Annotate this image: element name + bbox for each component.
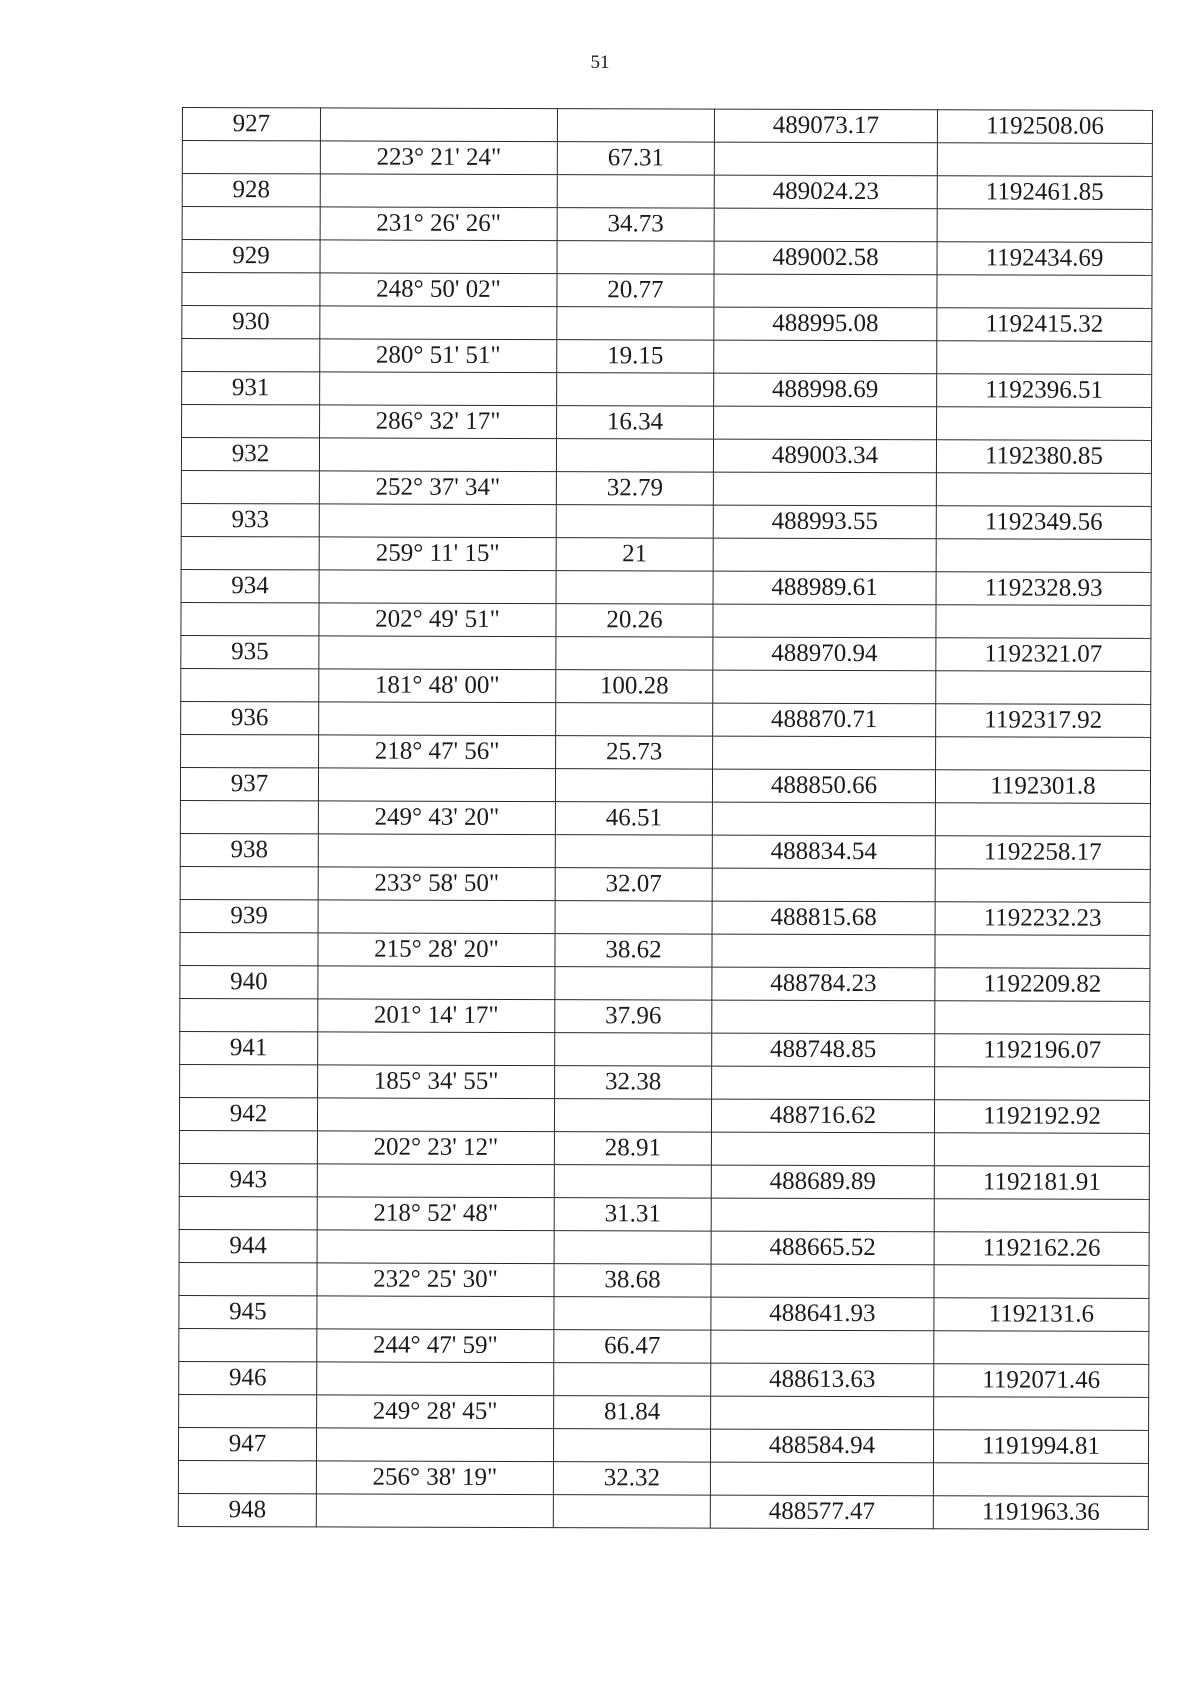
empty-cell [182, 339, 320, 372]
empty-cell [320, 108, 557, 142]
survey-coordinates-table [178, 107, 1153, 1530]
empty-cell [555, 835, 712, 868]
northing-cell: 488989.61 [713, 571, 936, 605]
empty-cell [713, 736, 936, 770]
northing-cell: 488584.94 [710, 1429, 933, 1463]
leg-row [180, 998, 1150, 1034]
bearing-cell: 252° 37' 34" [319, 471, 556, 505]
empty-cell [711, 1198, 934, 1232]
empty-cell [714, 406, 937, 440]
empty-cell [712, 934, 935, 968]
point-id-cell: 935 [181, 635, 319, 668]
empty-cell [934, 1265, 1149, 1299]
empty-cell [180, 866, 318, 899]
bearing-cell: 181° 48' 00" [319, 669, 556, 703]
leg-row [181, 734, 1151, 770]
empty-cell [935, 1067, 1150, 1101]
point-row [182, 306, 1152, 342]
empty-cell [554, 1363, 711, 1396]
empty-cell [317, 1164, 554, 1198]
empty-cell [556, 571, 713, 604]
empty-cell [712, 1066, 935, 1100]
empty-cell [320, 240, 557, 274]
empty-cell [319, 636, 556, 670]
bearing-cell: 233° 58' 50" [318, 867, 555, 901]
point-id-cell: 936 [181, 701, 319, 734]
easting-cell: 1192317.92 [936, 704, 1151, 738]
easting-cell: 1192131.6 [934, 1298, 1149, 1332]
point-row [182, 372, 1152, 408]
leg-row [179, 1394, 1149, 1430]
bearing-cell: 244° 47' 59" [317, 1329, 554, 1363]
empty-cell [937, 143, 1152, 177]
leg-row [179, 1196, 1149, 1232]
easting-cell: 1192415.32 [937, 308, 1152, 342]
point-id-cell: 927 [182, 108, 320, 141]
empty-cell [182, 273, 320, 306]
leg-row [182, 405, 1152, 441]
easting-cell: 1192071.46 [934, 1364, 1149, 1398]
empty-cell [178, 1460, 316, 1493]
empty-cell [554, 1165, 711, 1198]
easting-cell: 1192508.06 [937, 110, 1152, 144]
empty-cell [320, 372, 557, 406]
bearing-cell: 218° 47' 56" [319, 735, 556, 769]
empty-cell [182, 405, 320, 438]
distance-cell: 34.73 [557, 208, 714, 241]
empty-cell [181, 668, 319, 701]
point-id-cell: 946 [179, 1361, 317, 1394]
empty-cell [317, 1230, 554, 1264]
empty-cell [179, 1328, 317, 1361]
empty-cell [557, 175, 714, 208]
empty-cell [937, 341, 1152, 375]
northing-cell: 488613.63 [711, 1363, 934, 1397]
point-row [180, 965, 1150, 1001]
empty-cell [934, 1331, 1149, 1365]
empty-cell [936, 605, 1151, 639]
empty-cell [556, 439, 713, 472]
northing-cell: 488748.85 [712, 1033, 935, 1067]
empty-cell [714, 340, 937, 374]
empty-cell [935, 1001, 1150, 1035]
empty-cell [712, 868, 935, 902]
bearing-cell: 202° 23' 12" [317, 1131, 554, 1165]
empty-cell [318, 834, 555, 868]
bearing-cell: 202° 49' 51" [319, 603, 556, 637]
empty-cell [181, 734, 319, 767]
point-id-cell: 928 [182, 174, 320, 207]
empty-cell [713, 604, 936, 638]
empty-cell [318, 768, 555, 802]
point-row [180, 899, 1150, 935]
empty-cell [555, 967, 712, 1000]
northing-cell: 488641.93 [711, 1297, 934, 1331]
bearing-cell: 259° 11' 15" [319, 537, 556, 571]
easting-cell: 1192209.82 [935, 968, 1150, 1002]
point-row [180, 1031, 1150, 1067]
point-row [182, 174, 1152, 210]
empty-cell [317, 1362, 554, 1396]
bearing-cell: 223° 21' 24" [320, 141, 557, 175]
point-id-cell: 929 [182, 240, 320, 273]
empty-cell [554, 1099, 711, 1132]
empty-cell [555, 1033, 712, 1066]
northing-cell: 488870.71 [713, 703, 936, 737]
point-row [180, 767, 1150, 803]
point-row [179, 1097, 1149, 1133]
point-id-cell: 934 [181, 569, 319, 602]
leg-row [180, 932, 1150, 968]
empty-cell [553, 1429, 710, 1462]
bearing-cell: 280° 51' 51" [320, 339, 557, 373]
point-id-cell: 933 [181, 503, 319, 536]
northing-cell: 488784.23 [712, 967, 935, 1001]
easting-cell: 1192181.91 [934, 1166, 1149, 1200]
leg-row [179, 1328, 1149, 1364]
empty-cell [714, 142, 937, 176]
point-row [181, 635, 1151, 671]
empty-cell [320, 174, 557, 208]
leg-row [182, 273, 1152, 309]
distance-cell: 38.68 [554, 1264, 711, 1297]
distance-cell: 81.84 [554, 1396, 711, 1429]
leg-row [180, 866, 1150, 902]
empty-cell [179, 1130, 317, 1163]
empty-cell [179, 1262, 317, 1295]
empty-cell [936, 737, 1151, 771]
leg-row [179, 1262, 1149, 1298]
point-row [182, 240, 1152, 276]
easting-cell: 1192434.69 [937, 242, 1152, 276]
point-id-cell: 942 [179, 1097, 317, 1130]
point-id-cell: 945 [179, 1295, 317, 1328]
page-number: 51 [590, 52, 610, 73]
empty-cell [933, 1463, 1148, 1497]
point-row [181, 503, 1151, 539]
distance-cell: 20.26 [556, 604, 713, 637]
empty-cell [555, 901, 712, 934]
empty-cell [316, 1428, 553, 1462]
leg-row [178, 1460, 1148, 1496]
bearing-cell: 232° 25' 30" [317, 1263, 554, 1297]
northing-cell: 488834.54 [712, 835, 935, 869]
empty-cell [318, 966, 555, 1000]
empty-cell [319, 570, 556, 604]
leg-row [180, 1064, 1150, 1100]
empty-cell [934, 1199, 1149, 1233]
empty-cell [316, 1494, 553, 1528]
point-id-cell: 948 [178, 1493, 316, 1526]
leg-row [181, 470, 1151, 506]
distance-cell: 66.47 [554, 1330, 711, 1363]
northing-cell: 488970.94 [713, 637, 936, 671]
empty-cell [553, 1495, 710, 1528]
survey-table-body [178, 108, 1152, 1530]
empty-cell [712, 1000, 935, 1034]
distance-cell: 20.77 [557, 274, 714, 307]
empty-cell [936, 473, 1151, 507]
empty-cell [180, 1064, 318, 1097]
point-id-cell: 940 [180, 965, 318, 998]
empty-cell [557, 373, 714, 406]
northing-cell: 489003.34 [713, 439, 936, 473]
leg-row [182, 339, 1152, 375]
easting-cell: 1192349.56 [936, 506, 1151, 540]
easting-cell: 1192162.26 [934, 1232, 1149, 1266]
empty-cell [318, 900, 555, 934]
bearing-cell: 201° 14' 17" [318, 999, 555, 1033]
empty-cell [182, 207, 320, 240]
empty-cell [317, 1296, 554, 1330]
empty-cell [713, 538, 936, 572]
empty-cell [936, 671, 1151, 705]
easting-cell: 1192380.85 [936, 440, 1151, 474]
empty-cell [557, 109, 714, 142]
empty-cell [712, 802, 935, 836]
distance-cell: 16.34 [557, 406, 714, 439]
point-row [178, 1493, 1148, 1529]
empty-cell [937, 275, 1152, 309]
bearing-cell: 249° 43' 20" [318, 801, 555, 835]
point-id-cell: 937 [180, 767, 318, 800]
point-row [181, 438, 1151, 474]
empty-cell [711, 1330, 934, 1364]
empty-cell [714, 274, 937, 308]
northing-cell: 488689.89 [711, 1165, 934, 1199]
empty-cell [711, 1264, 934, 1298]
leg-row [182, 141, 1152, 177]
distance-cell: 32.38 [555, 1066, 712, 1099]
point-row [182, 108, 1152, 144]
empty-cell [555, 769, 712, 802]
point-row [179, 1229, 1149, 1265]
point-id-cell: 930 [182, 306, 320, 339]
easting-cell: 1192321.07 [936, 638, 1151, 672]
empty-cell [937, 209, 1152, 243]
point-row [180, 833, 1150, 869]
leg-row [180, 800, 1150, 836]
survey-table-container [178, 107, 1153, 1530]
easting-cell: 1191963.36 [933, 1496, 1148, 1530]
leg-row [181, 668, 1151, 704]
empty-cell [713, 472, 936, 506]
point-id-cell: 947 [178, 1427, 316, 1460]
point-row [181, 569, 1151, 605]
northing-cell: 489002.58 [714, 241, 937, 275]
distance-cell: 100.28 [556, 670, 713, 703]
easting-cell: 1192396.51 [937, 374, 1152, 408]
empty-cell [936, 539, 1151, 573]
empty-cell [181, 602, 319, 635]
empty-cell [556, 505, 713, 538]
bearing-cell: 249° 28' 45" [317, 1395, 554, 1429]
easting-cell: 1191994.81 [933, 1430, 1148, 1464]
northing-cell: 488993.55 [713, 505, 936, 539]
point-id-cell: 941 [180, 1031, 318, 1064]
empty-cell [182, 141, 320, 174]
easting-cell: 1192258.17 [935, 836, 1150, 870]
empty-cell [180, 932, 318, 965]
empty-cell [711, 1396, 934, 1430]
bearing-cell: 218° 52' 48" [317, 1197, 554, 1231]
empty-cell [714, 208, 937, 242]
empty-cell [319, 438, 556, 472]
empty-cell [557, 241, 714, 274]
distance-cell: 25.73 [556, 736, 713, 769]
distance-cell: 32.79 [556, 472, 713, 505]
distance-cell: 32.32 [553, 1462, 710, 1495]
leg-row [181, 602, 1151, 638]
empty-cell [713, 670, 936, 704]
point-id-cell: 931 [182, 372, 320, 405]
empty-cell [556, 703, 713, 736]
distance-cell: 67.31 [557, 142, 714, 175]
bearing-cell: 286° 32' 17" [320, 405, 557, 439]
empty-cell [180, 800, 318, 833]
empty-cell [319, 504, 556, 538]
point-id-cell: 943 [179, 1163, 317, 1196]
point-row [178, 1427, 1148, 1463]
bearing-cell: 256° 38' 19" [316, 1461, 553, 1495]
northing-cell: 488815.68 [712, 901, 935, 935]
empty-cell [181, 536, 319, 569]
easting-cell: 1192328.93 [936, 572, 1151, 606]
distance-cell: 19.15 [557, 340, 714, 373]
point-row [179, 1295, 1149, 1331]
empty-cell [556, 637, 713, 670]
easting-cell: 1192232.23 [935, 902, 1150, 936]
bearing-cell: 215° 28' 20" [318, 933, 555, 967]
point-id-cell: 932 [181, 438, 319, 471]
empty-cell [934, 1397, 1149, 1431]
point-id-cell: 939 [180, 899, 318, 932]
easting-cell: 1192196.07 [935, 1034, 1150, 1068]
empty-cell [179, 1196, 317, 1229]
northing-cell: 488716.62 [711, 1099, 934, 1133]
easting-cell: 1192461.85 [937, 176, 1152, 210]
point-id-cell: 938 [180, 833, 318, 866]
empty-cell [935, 935, 1150, 969]
leg-row [182, 207, 1152, 243]
distance-cell: 46.51 [555, 802, 712, 835]
bearing-cell: 185° 34' 55" [318, 1065, 555, 1099]
bearing-cell: 248° 50' 02" [320, 273, 557, 307]
empty-cell [318, 1032, 555, 1066]
northing-cell: 489073.17 [714, 109, 937, 143]
northing-cell: 488665.52 [711, 1231, 934, 1265]
empty-cell [934, 1133, 1149, 1167]
easting-cell: 1192301.8 [935, 770, 1150, 804]
point-row [179, 1361, 1149, 1397]
empty-cell [935, 803, 1150, 837]
distance-cell: 32.07 [555, 868, 712, 901]
empty-cell [320, 306, 557, 340]
empty-cell [180, 998, 318, 1031]
leg-row [181, 536, 1151, 572]
distance-cell: 38.62 [555, 934, 712, 967]
bearing-cell: 231° 26' 26" [320, 207, 557, 241]
leg-row [179, 1130, 1149, 1166]
distance-cell: 28.91 [554, 1132, 711, 1165]
empty-cell [317, 1098, 554, 1132]
point-id-cell: 944 [179, 1229, 317, 1262]
point-row [181, 701, 1151, 737]
distance-cell: 21 [556, 538, 713, 571]
empty-cell [935, 869, 1150, 903]
northing-cell: 488998.69 [714, 373, 937, 407]
point-row [179, 1163, 1149, 1199]
easting-cell: 1192192.92 [934, 1100, 1149, 1134]
empty-cell [710, 1462, 933, 1496]
northing-cell: 488577.47 [710, 1495, 933, 1529]
empty-cell [179, 1394, 317, 1427]
empty-cell [711, 1132, 934, 1166]
empty-cell [319, 702, 556, 736]
distance-cell: 31.31 [554, 1198, 711, 1231]
northing-cell: 489024.23 [714, 175, 937, 209]
distance-cell: 37.96 [555, 1000, 712, 1033]
northing-cell: 488995.08 [714, 307, 937, 341]
empty-cell [937, 407, 1152, 441]
empty-cell [181, 470, 319, 503]
empty-cell [554, 1297, 711, 1330]
northing-cell: 488850.66 [712, 769, 935, 803]
empty-cell [554, 1231, 711, 1264]
empty-cell [557, 307, 714, 340]
